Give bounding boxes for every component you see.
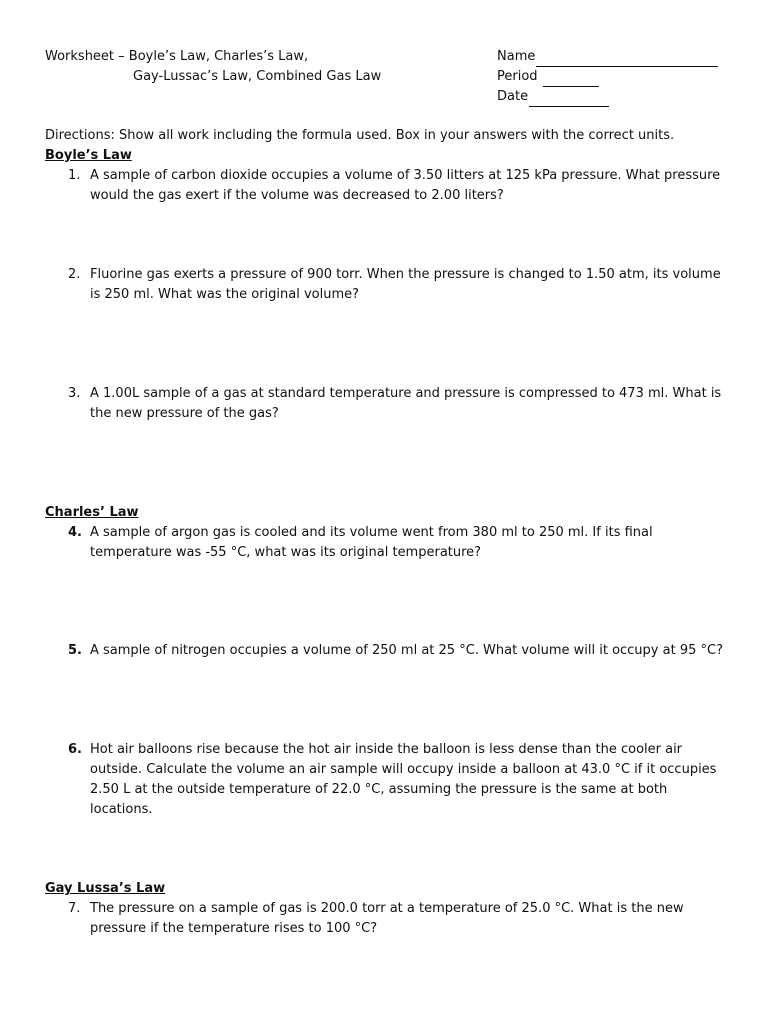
section-heading-charles-law: Charles’ Law [45, 505, 139, 520]
question-number: 5. [68, 643, 82, 658]
student-info-fields [497, 47, 718, 107]
question-text: A 1.00L sample of a gas at standard temperature and pressure is compressed to 473 ml. What is the new pressure of the gas? [90, 386, 722, 421]
question-item [68, 384, 728, 424]
section-heading-boyles-law: Boyle’s Law [45, 148, 132, 163]
name-field[interactable] [497, 47, 718, 67]
question-item [68, 166, 728, 206]
section-heading-gay-lussac-law: Gay Lussa’s Law [45, 881, 166, 896]
question-text: A sample of argon gas is cooled and its volume went from 380 ml to 250 ml. If its final temperature was -55 °C, what was its original temperature? [90, 525, 653, 560]
question-text: The pressure on a sample of gas is 200.0 torr at a temperature of 25.0 °C. What is the new pressure if the temperature rises to 100 °C? [90, 901, 684, 936]
name-label: Name [497, 49, 536, 64]
period-blank-line[interactable] [543, 72, 599, 87]
question-item [68, 265, 728, 305]
name-blank-line[interactable] [536, 52, 718, 67]
date-label: Date [497, 89, 529, 104]
directions-text: Directions: Show all work including the formula used. Box in your answers with the correct units. [45, 128, 675, 143]
question-item [68, 641, 728, 661]
question-number: 4. [68, 525, 82, 540]
question-item [68, 523, 728, 563]
question-item [68, 899, 728, 939]
date-field[interactable] [497, 87, 718, 107]
title-line-1: Worksheet – Boyle’s Law, Charles’s Law, [45, 49, 309, 64]
question-number: 3. [68, 386, 81, 401]
question-number: 2. [68, 267, 81, 282]
question-text: Fluorine gas exerts a pressure of 900 torr. When the pressure is changed to 1.50 atm, its volume is 250 ml. What was the original volume? [90, 267, 721, 302]
question-text: A sample of nitrogen occupies a volume of 250 ml at 25 °C. What volume will it occupy at 95 °C? [90, 643, 723, 658]
date-blank-line[interactable] [529, 92, 609, 107]
worksheet-title [45, 47, 381, 87]
title-line-2: Gay-Lussac’s Law, Combined Gas Law [133, 69, 382, 84]
question-number: 1. [68, 168, 81, 183]
question-text: Hot air balloons rise because the hot air inside the balloon is less dense than the cooler air outside. Calculate the volume an air sample will occupy inside a balloon at 43.0 °C if it occupies 2.50 L at the outside temperature of 22.0 °C, assuming the pressure is the same at both locations. [90, 742, 717, 817]
period-field[interactable] [497, 67, 718, 87]
period-label: Period [497, 69, 538, 84]
question-number: 7. [68, 901, 81, 916]
question-item [68, 740, 728, 820]
question-text: A sample of carbon dioxide occupies a volume of 3.50 litters at 125 kPa pressure. What pressure would the gas exert if the volume was decreased to 2.00 liters? [90, 168, 721, 203]
question-number: 6. [68, 742, 82, 757]
